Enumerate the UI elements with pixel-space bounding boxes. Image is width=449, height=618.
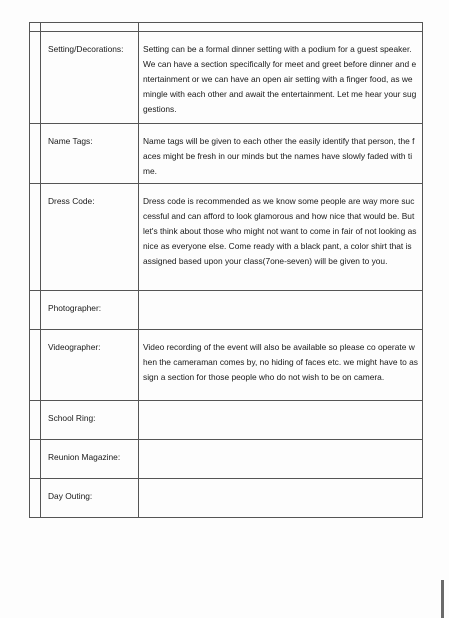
- table-cell-margin: [30, 330, 41, 401]
- row-label: School Ring:: [48, 413, 96, 423]
- row-description-cell: [139, 124, 423, 184]
- table-cell-margin: [30, 32, 41, 124]
- row-description: Name tags will be given to each other the easily identify that person, the faces might be fresh in our minds but the names have slowly faded with time.: [143, 136, 415, 176]
- row-label-cell: [41, 32, 139, 124]
- row-label-cell: [41, 330, 139, 401]
- row-description-cell: [139, 401, 423, 440]
- row-label: Videographer:: [48, 342, 101, 352]
- table-header-row: [30, 23, 423, 32]
- row-description: Dress code is recommended as we know some people are way more successful and can afford to look glamorous and how nice that would be. But let's think about those who might not want to come in fair of not looking as nice as everyone else. Come ready with a black pant, a color shirt that is assigned based upon your class(7one-seven) will be given to you.: [143, 196, 417, 266]
- row-description-cell: [139, 184, 423, 291]
- row-description: [139, 479, 422, 493]
- row-label: Day Outing:: [48, 491, 93, 501]
- table-row-school-ring: [30, 401, 423, 440]
- row-description-cell: [139, 291, 423, 330]
- table-cell-margin: [30, 23, 41, 32]
- row-description-cell: [139, 32, 423, 124]
- row-description-cell: [139, 330, 423, 401]
- table-row-videographer: [30, 330, 423, 401]
- table-row-photographer: [30, 291, 423, 330]
- table-row-dress-code: [30, 184, 423, 291]
- table-cell-description: [139, 23, 423, 32]
- row-label-cell: [41, 440, 139, 479]
- row-description: [139, 291, 422, 305]
- row-label: Dress Code:: [48, 196, 95, 206]
- row-label: Setting/Decorations:: [48, 44, 124, 54]
- table-cell-margin: [30, 401, 41, 440]
- table-cell-margin: [30, 479, 41, 518]
- row-label-cell: [41, 401, 139, 440]
- row-description: Setting can be a formal dinner setting with a podium for a guest speaker. We can have a section specifically for meet and greet before dinner and entertainment or we can have an open air setting with a finger food, as we mingle with each other and await the entertainment. Let me hear your suggestions.: [143, 44, 417, 114]
- table-cell-margin: [30, 440, 41, 479]
- table-row-day-outing: [30, 479, 423, 518]
- table-cell-margin: [30, 291, 41, 330]
- row-description: Video recording of the event will also be available so please co operate when the cameraman comes by, no hiding of faces etc. we might have to assign a section for those people who do not wish to be on camera.: [143, 342, 418, 382]
- reunion-planning-table: [29, 22, 423, 518]
- table-cell-margin: [30, 184, 41, 291]
- table-row-name-tags: [30, 124, 423, 184]
- scan-edge-mark: [441, 580, 444, 618]
- row-label-cell: [41, 479, 139, 518]
- table-cell-margin: [30, 124, 41, 184]
- table-row-setting-decorations: [30, 32, 423, 124]
- row-label: Reunion Magazine:: [48, 452, 121, 462]
- row-description: [139, 440, 422, 454]
- row-label-cell: [41, 184, 139, 291]
- row-description-cell: [139, 479, 423, 518]
- row-description-cell: [139, 440, 423, 479]
- row-label: Name Tags:: [48, 136, 93, 146]
- table-row-reunion-magazine: [30, 440, 423, 479]
- table-cell-label: [41, 23, 139, 32]
- row-label-cell: [41, 124, 139, 184]
- row-description: [139, 401, 422, 415]
- row-label-cell: [41, 291, 139, 330]
- row-label: Photographer:: [48, 303, 102, 313]
